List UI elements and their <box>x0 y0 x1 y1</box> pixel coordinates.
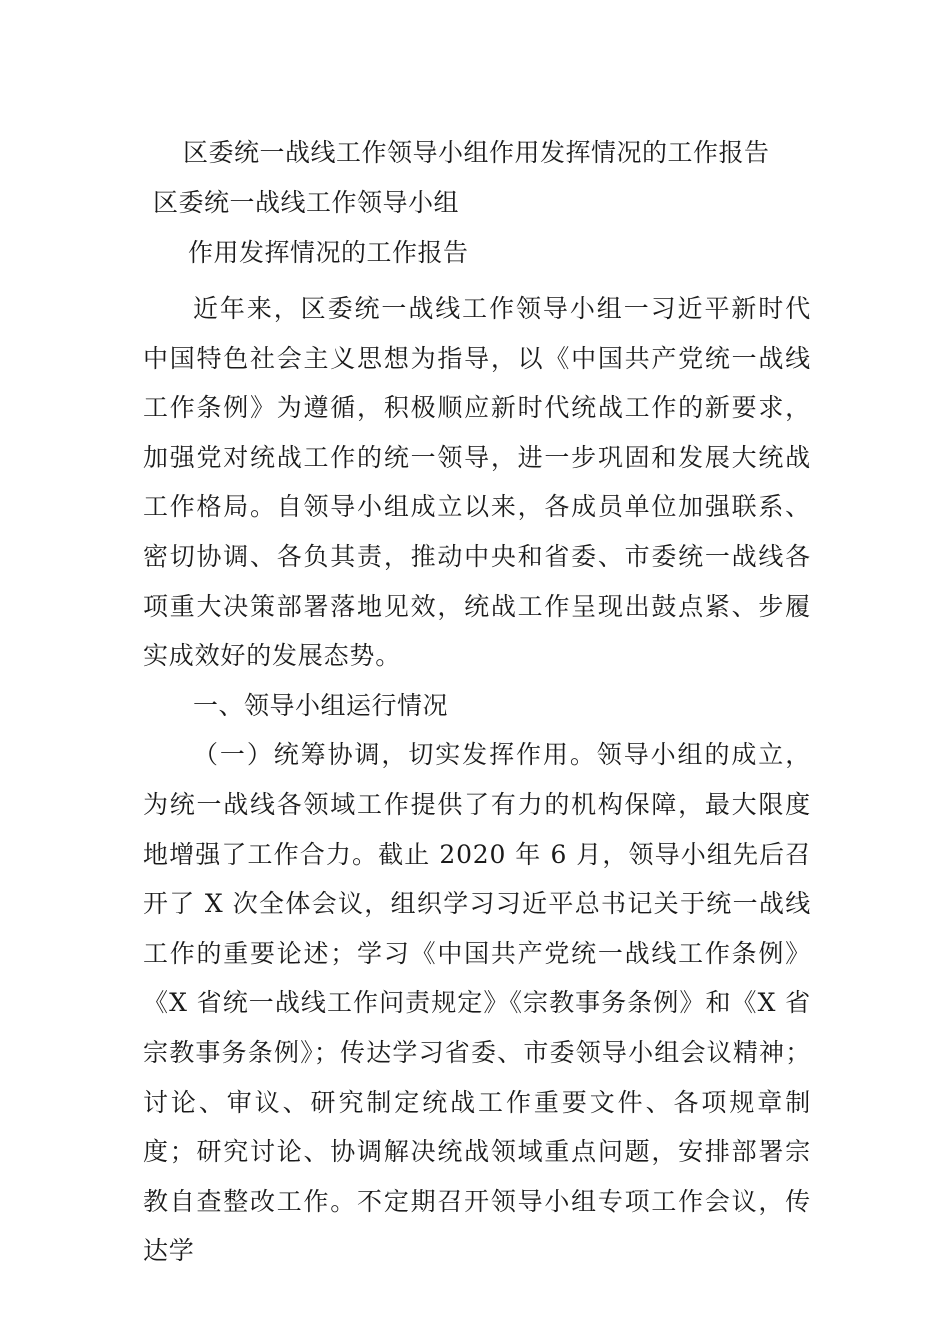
document-title: 区委统一战线工作领导小组作用发挥情况的工作报告 <box>183 138 770 167</box>
document-body <box>143 284 811 1276</box>
document-subtitle-line-1: 区委统一战线工作领导小组 <box>153 188 460 217</box>
section-1-paragraph-1: （一）统筹协调，切实发挥作用。领导小组的成立，为统一战线各领域工作提供了有力的机构保障，最大限度地增强了工作合力。截止 2020 年 6 月，领导小组先后召开了 X 次全体会议，组织学习习近平总书记关于统一战线工作的重要论述；学习《中国共产党统一战线工作条例》《X 省统一战线工作问责规定》《宗教事务条例》和《X 省宗教事务条例》；传达学习省委、市委领导小组会议精神；讨论、审议、研究制定统战工作重要文件、各项规章制度；研究讨论、协调解决统战领域重点问题，安排部署宗教自查整改工作。不定期召开领导小组专项工作会议，传达学 <box>143 740 811 1266</box>
document-subtitle-line-2: 作用发挥情况的工作报告 <box>188 238 469 267</box>
intro-paragraph: 近年来，区委统一战线工作领导小组一习近平新时代中国特色社会主义思想为指导，以《中国共产党统一战线工作条例》为遵循，积极顺应新时代统战工作的新要求，加强党对统战工作的统一领导，进一步巩固和发展大统战工作格局。自领导小组成立以来，各成员单位加强联系、密切协调、各负其责，推动中央和省委、市委统一战线各项重大决策部署落地见效，统战工作呈现出鼓点紧、步履实成效好的发展态势。 <box>143 294 811 671</box>
section-1-heading: 一、领导小组运行情况 <box>193 690 449 720</box>
